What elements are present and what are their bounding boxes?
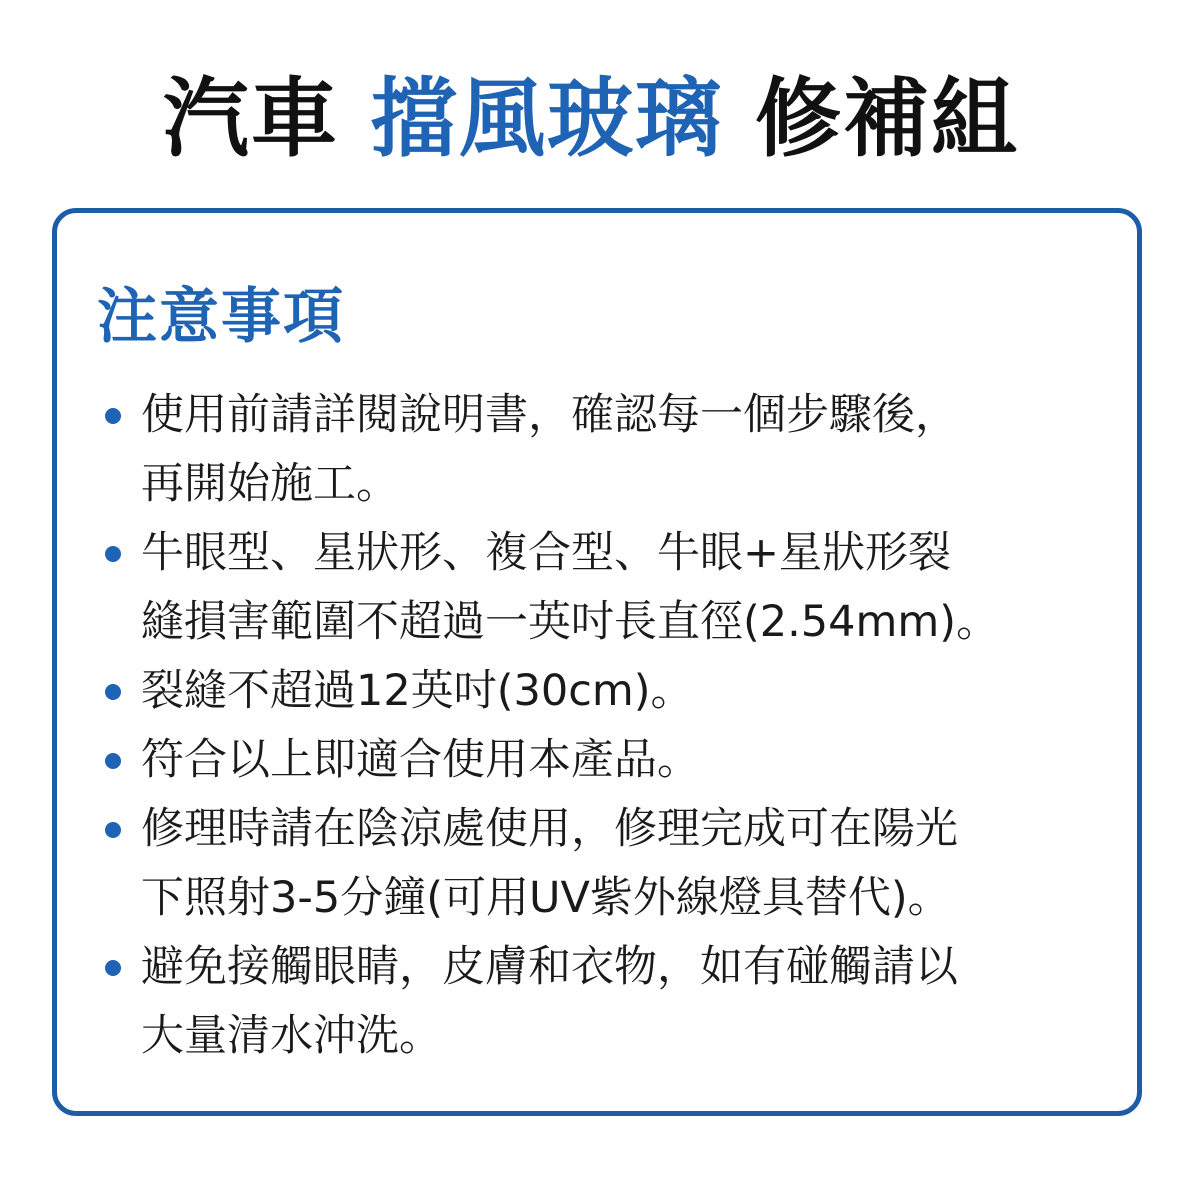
note-item bbox=[105, 795, 1115, 933]
notes-panel bbox=[52, 208, 1142, 1116]
page-title bbox=[0, 64, 1182, 174]
bullet-dot-icon bbox=[105, 408, 121, 424]
note-line: 再開始施工。 bbox=[141, 459, 399, 509]
bullet-dot-icon bbox=[105, 753, 121, 769]
bullet-dot-icon bbox=[105, 684, 121, 700]
note-line: 避免接觸眼睛，皮膚和衣物，如有碰觸請以 bbox=[141, 942, 958, 992]
title-part-windshield: 擋風玻璃 bbox=[371, 69, 723, 169]
notes-list bbox=[105, 381, 1115, 1071]
note-item bbox=[105, 519, 1115, 657]
note-item bbox=[105, 657, 1115, 726]
note-line: 下照射3-5分鐘(可用UV紫外線燈具替代)。 bbox=[141, 873, 951, 923]
title-part-car: 汽車 bbox=[163, 69, 340, 169]
note-line: 牛眼型、星狀形、複合型、牛眼+星狀形裂 bbox=[141, 528, 952, 578]
note-line: 縫損害範圍不超過一英吋長直徑(2.54mm)。 bbox=[141, 597, 1000, 647]
note-line: 使用前請詳閱說明書，確認每一個步驟後， bbox=[141, 390, 958, 440]
note-line: 修理時請在陰涼處使用，修理完成可在陽光 bbox=[141, 804, 958, 854]
title-part-repair-kit: 修補組 bbox=[754, 69, 1019, 169]
note-item bbox=[105, 933, 1115, 1071]
note-item bbox=[105, 726, 1115, 795]
bullet-dot-icon bbox=[105, 822, 121, 838]
bullet-dot-icon bbox=[105, 960, 121, 976]
bullet-dot-icon bbox=[105, 546, 121, 562]
note-line: 大量清水沖洗。 bbox=[141, 1011, 442, 1061]
notes-heading: 注意事項 bbox=[97, 282, 345, 352]
note-line: 裂縫不超過12英吋(30cm)。 bbox=[141, 666, 694, 716]
note-line: 符合以上即適合使用本產品。 bbox=[141, 735, 700, 785]
note-item bbox=[105, 381, 1115, 519]
